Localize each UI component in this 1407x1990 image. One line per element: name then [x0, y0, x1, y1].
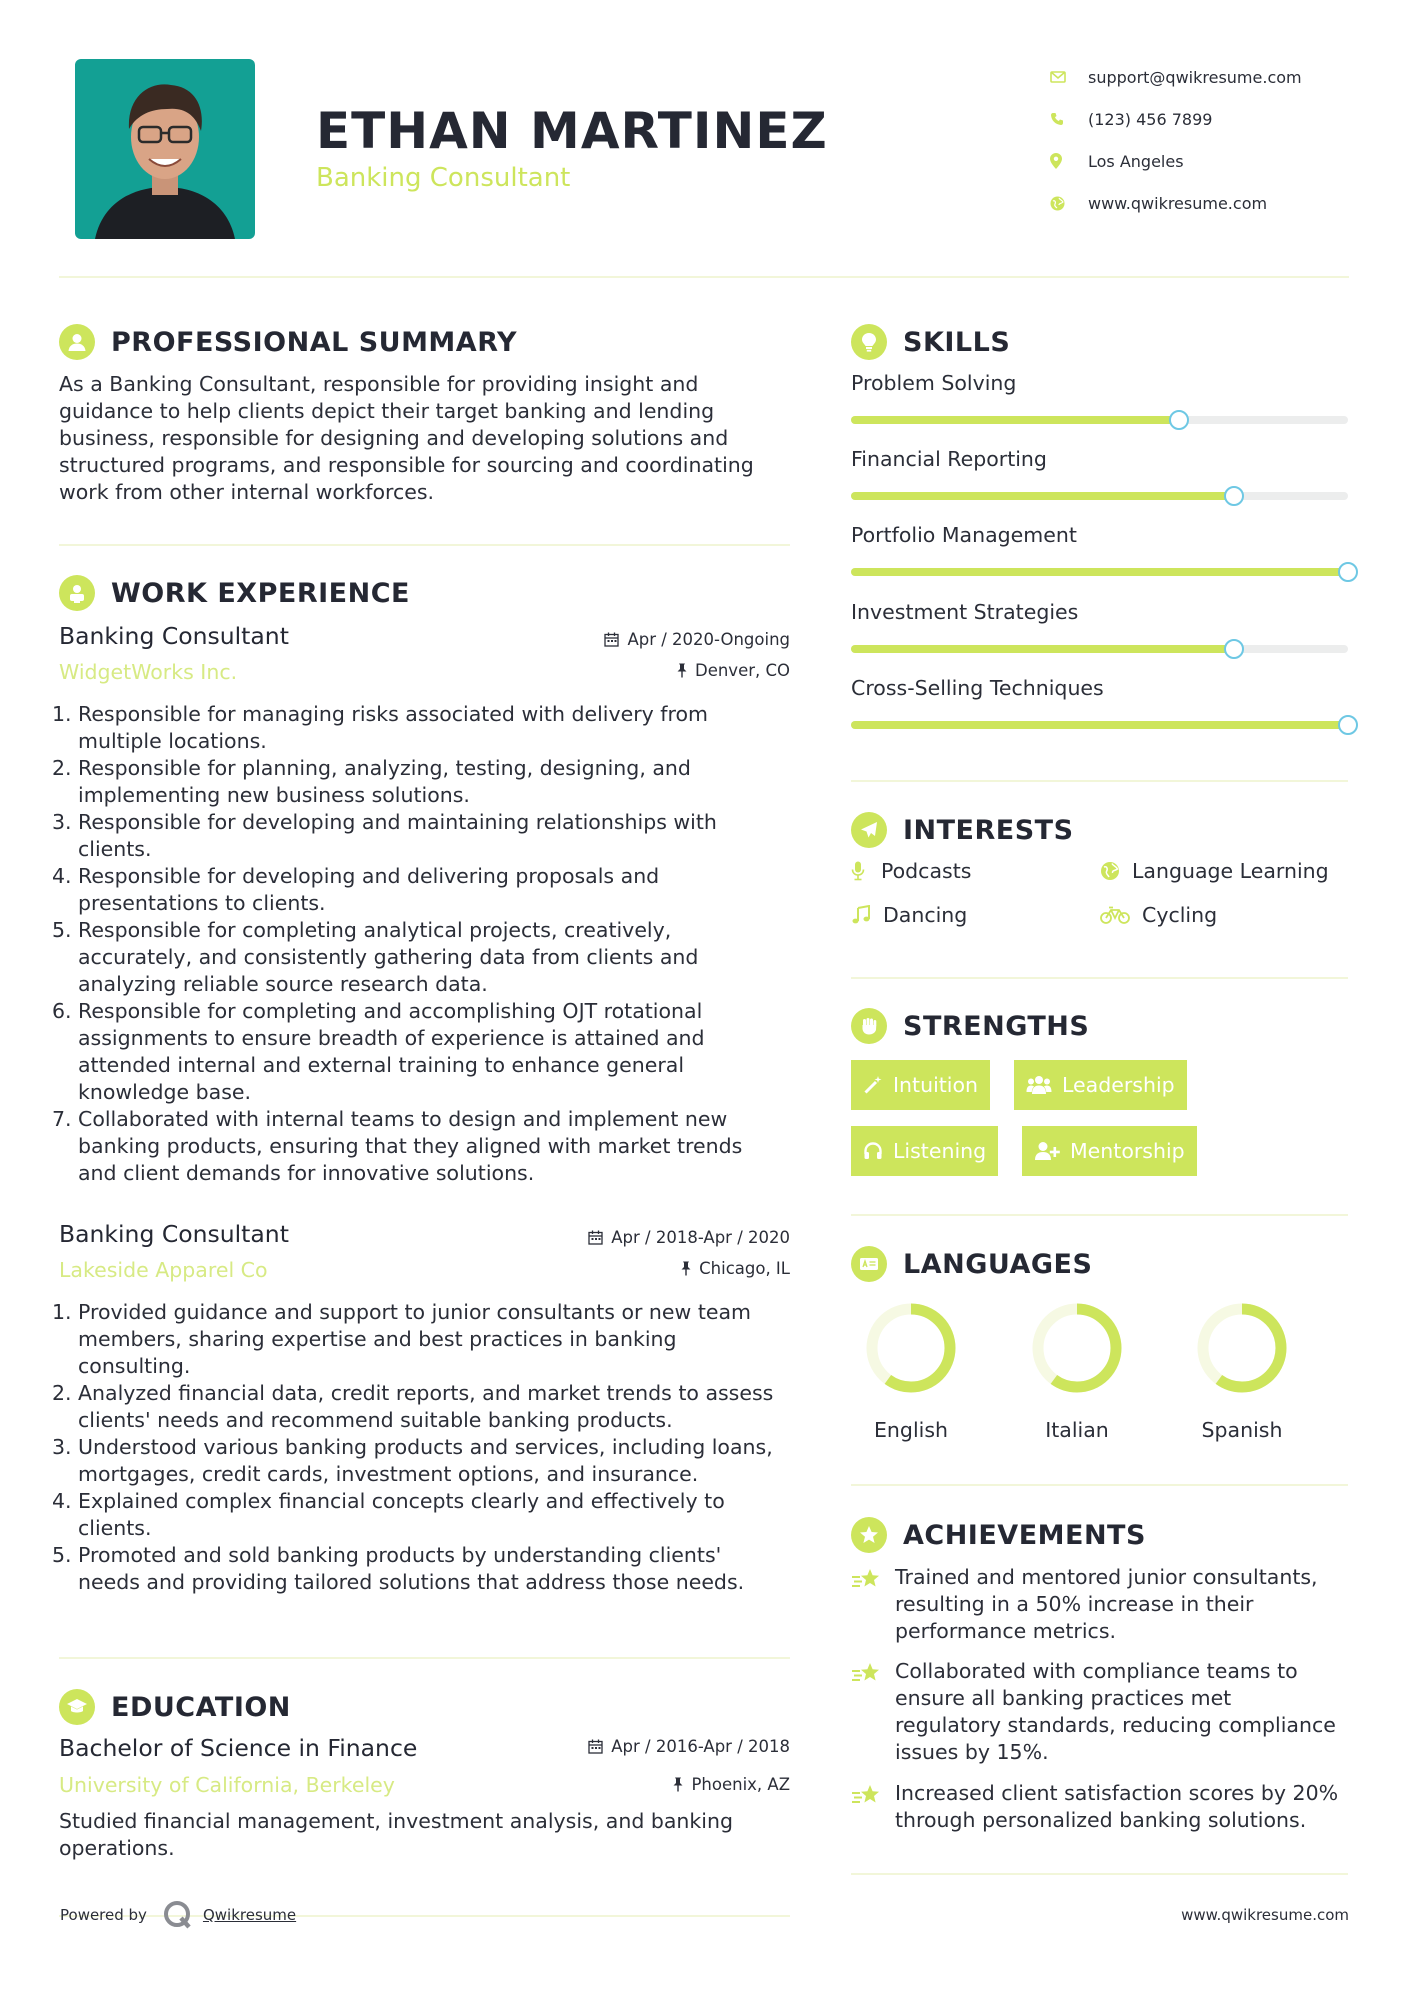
duty-item: 6. Responsible for completing and accomplishing OJT rotational assignments to ensure breadth of experience is attained and attended internal and external training to enhance general knowledge base.	[52, 999, 705, 1104]
achievement-text: Collaborated with compliance teams to ensure all banking practices met regulatory standards, reducing compliance issues by 15%.	[895, 1659, 1336, 1764]
duty-item: 1. Responsible for managing risks associated with delivery from multiple locations.	[52, 702, 708, 753]
duty-item: 5. Responsible for completing analytical projects, creatively, accurately, and consistently gathering data from clients and analyzing reliable source research data.	[52, 918, 699, 996]
education-heading	[59, 1687, 291, 1727]
strength-label: Listening	[893, 1139, 987, 1163]
skill-track	[851, 492, 1348, 500]
interests-title: INTERESTS	[903, 814, 1074, 846]
fist-icon	[851, 1008, 887, 1044]
powered-by	[60, 1898, 296, 1932]
education-title: EDUCATION	[111, 1691, 291, 1723]
skill-name: Cross-Selling Techniques	[851, 676, 1104, 700]
contact-list	[1050, 56, 1370, 224]
language-ring	[1027, 1298, 1127, 1398]
job-duties	[52, 1299, 804, 1596]
education-line: Studied financial management, investment analysis, and banking	[59, 1809, 733, 1833]
experience-title: WORK EXPERIENCE	[111, 577, 410, 609]
shooting-star-icon	[851, 1658, 895, 1766]
phone-icon	[1050, 112, 1088, 126]
skill-fill	[851, 645, 1234, 653]
skill-item	[851, 676, 1348, 729]
degree-title: Bachelor of Science in Finance	[59, 1734, 418, 1762]
education-text	[59, 1808, 799, 1862]
languages-heading	[851, 1244, 1092, 1284]
magic-wand-icon	[863, 1075, 883, 1095]
interest-label: Dancing	[883, 903, 968, 927]
strength-tag	[851, 1126, 998, 1176]
duty-item: 1. Provided guidance and support to junior consultants or new team members, sharing expertise and best practices in banking consulting.	[52, 1300, 751, 1378]
achievement-text: Increased client satisfaction scores by 20% through personalized banking solutions.	[895, 1781, 1339, 1832]
summary-line: guidance to help clients depict their target banking and lending	[59, 399, 715, 423]
job-duties	[52, 701, 799, 1187]
headphones-icon	[863, 1141, 883, 1161]
school-name: University of California, Berkeley	[59, 1773, 395, 1797]
language-item	[1177, 1298, 1307, 1442]
experience-divider	[59, 1657, 790, 1659]
summary-line: structured programs, and responsible for sourcing and coordinating	[59, 453, 754, 477]
interests-divider	[851, 977, 1348, 979]
summary-heading	[59, 322, 517, 362]
job-dates-text: Apr / 2020-Ongoing	[627, 630, 790, 649]
star-badge-icon	[851, 1517, 887, 1553]
paper-plane-icon	[851, 812, 887, 848]
language-ring	[1192, 1298, 1292, 1398]
globe-icon	[1050, 196, 1088, 211]
skills-divider	[851, 780, 1348, 782]
job-dates-text: Apr / 2018-Apr / 2020	[611, 1228, 790, 1247]
achievements-heading	[851, 1515, 1146, 1555]
achievements-divider	[851, 1873, 1348, 1875]
duty-item: 3. Responsible for developing and maintaining relationships with clients.	[52, 810, 717, 861]
bicycle-icon	[1100, 906, 1142, 924]
job-title: Banking Consultant	[59, 1220, 289, 1248]
skill-track	[851, 721, 1348, 729]
skills-title: SKILLS	[903, 326, 1011, 358]
summary-line: work from other internal workforces.	[59, 480, 435, 504]
skill-fill	[851, 568, 1348, 576]
skill-name: Portfolio Management	[851, 523, 1077, 547]
interest-item	[1100, 903, 1217, 927]
summary-divider	[59, 544, 790, 546]
skill-item	[851, 600, 1348, 653]
candidate-name: ETHAN MARTINEZ	[316, 102, 828, 160]
duty-item: 4. Explained complex financial concepts clearly and effectively to clients.	[52, 1489, 725, 1540]
education-dates	[588, 1737, 790, 1756]
duty-item: 2. Analyzed financial data, credit reports, and market trends to assess clients' needs and recommend suitable banking products.	[52, 1381, 774, 1432]
skill-knob[interactable]	[1338, 715, 1358, 735]
strength-tag	[1014, 1060, 1187, 1110]
achievement-item	[851, 1780, 1351, 1834]
summary-line: business, responsible for designing and developing solutions and	[59, 426, 729, 450]
lightbulb-icon	[851, 324, 887, 360]
user-icon	[59, 324, 95, 360]
experience-heading	[59, 573, 410, 613]
education-location	[673, 1775, 790, 1794]
language-ring	[861, 1298, 961, 1398]
contact-phone[interactable]	[1050, 98, 1370, 140]
interests-heading	[851, 810, 1074, 850]
strengths-title: STRENGTHS	[903, 1010, 1090, 1042]
skill-item	[851, 371, 1348, 424]
interest-label: Podcasts	[881, 859, 972, 883]
strength-tag	[1022, 1126, 1197, 1176]
job-location-text: Chicago, IL	[699, 1259, 790, 1278]
job-company: Lakeside Apparel Co	[59, 1258, 268, 1282]
language-card-icon	[851, 1246, 887, 1282]
microphone-icon	[851, 861, 881, 881]
language-name: Spanish	[1201, 1418, 1283, 1442]
skill-knob[interactable]	[1224, 639, 1244, 659]
users-icon	[1026, 1075, 1052, 1095]
skills-heading	[851, 322, 1010, 362]
job-location	[677, 661, 790, 680]
strength-label: Intuition	[893, 1073, 979, 1097]
candidate-role: Banking Consultant	[316, 163, 571, 193]
skill-knob[interactable]	[1224, 486, 1244, 506]
globe-icon	[1100, 861, 1132, 881]
contact-website-text: www.qwikresume.com	[1088, 193, 1268, 213]
skill-name: Investment Strategies	[851, 600, 1079, 624]
user-plus-icon	[1034, 1141, 1060, 1161]
duty-item: 7. Collaborated with internal teams to design and implement new banking products, ensuring that they aligned with market trends and client demands for innovative solutions.	[52, 1107, 743, 1185]
languages-divider	[851, 1484, 1348, 1486]
pushpin-icon	[681, 1261, 691, 1276]
achievements-title: ACHIEVEMENTS	[903, 1519, 1146, 1551]
shooting-star-icon	[851, 1564, 895, 1645]
skill-fill	[851, 416, 1179, 424]
skill-knob[interactable]	[1338, 562, 1358, 582]
skill-track	[851, 568, 1348, 576]
strength-label: Leadership	[1062, 1073, 1175, 1097]
job-dates	[604, 630, 790, 649]
skill-name: Problem Solving	[851, 371, 1017, 395]
job-title: Banking Consultant	[59, 622, 289, 650]
qwikresume-link[interactable]: Qwikresume	[202, 1906, 297, 1924]
language-item	[846, 1298, 976, 1442]
job-location-text: Denver, CO	[694, 661, 790, 680]
footer-website[interactable]: www.qwikresume.com	[1181, 1906, 1349, 1924]
skill-knob[interactable]	[1169, 410, 1189, 430]
briefcase-icon	[59, 575, 95, 611]
strength-tag	[851, 1060, 990, 1110]
education-location-text: Phoenix, AZ	[691, 1775, 790, 1794]
language-name: Italian	[1045, 1418, 1109, 1442]
contact-website[interactable]	[1050, 182, 1370, 224]
education-line: operations.	[59, 1836, 175, 1860]
profile-photo	[75, 59, 255, 239]
envelope-icon	[1050, 71, 1088, 83]
strength-label: Mentorship	[1070, 1139, 1185, 1163]
skill-item	[851, 523, 1348, 576]
contact-location-text: Los Angeles	[1088, 151, 1184, 171]
strengths-divider	[851, 1214, 1348, 1216]
skill-track	[851, 645, 1348, 653]
education-dates-text: Apr / 2016-Apr / 2018	[611, 1737, 790, 1756]
duty-item: 5. Promoted and sold banking products by understanding clients' needs and providing tailored solutions that address those needs.	[52, 1543, 745, 1594]
job-company: WidgetWorks Inc.	[59, 660, 238, 684]
skill-fill	[851, 492, 1234, 500]
language-item	[1012, 1298, 1142, 1442]
interest-label: Language Learning	[1132, 859, 1329, 883]
powered-by-text: Powered by	[60, 1906, 147, 1924]
language-name: English	[873, 1418, 949, 1442]
skill-item	[851, 447, 1348, 500]
achievement-item	[851, 1658, 1351, 1766]
skill-name: Financial Reporting	[851, 447, 1047, 471]
job-dates	[588, 1228, 790, 1247]
music-note-icon	[851, 905, 883, 925]
languages-title: LANGUAGES	[903, 1248, 1093, 1280]
pushpin-icon	[677, 663, 687, 678]
header-divider	[59, 276, 1349, 278]
calendar-icon	[604, 632, 619, 647]
duty-item: 3. Understood various banking products and services, including loans, mortgages, credit cards, investment options, and insurance.	[52, 1435, 773, 1486]
contact-email[interactable]	[1050, 56, 1370, 98]
shooting-star-icon	[851, 1780, 895, 1834]
contact-email-text: support@qwikresume.com	[1088, 67, 1302, 87]
achievement-item	[851, 1564, 1351, 1645]
calendar-icon	[588, 1230, 603, 1245]
job-location	[681, 1259, 790, 1278]
graduation-cap-icon	[59, 1689, 95, 1725]
duty-item: 4. Responsible for developing and delivering proposals and presentations to clients.	[52, 864, 660, 915]
summary-title: PROFESSIONAL SUMMARY	[111, 326, 518, 358]
interest-item	[851, 859, 971, 883]
skill-track	[851, 416, 1348, 424]
contact-phone-text: (123) 456 7899	[1088, 109, 1213, 129]
interest-item	[851, 903, 967, 927]
calendar-icon	[588, 1739, 603, 1754]
pushpin-icon	[673, 1777, 683, 1792]
qwikresume-logo-icon	[161, 1898, 195, 1932]
contact-location	[1050, 140, 1370, 182]
map-pin-icon	[1050, 153, 1088, 169]
achievement-text: Trained and mentored junior consultants, resulting in a 50% increase in their performance metrics.	[895, 1565, 1318, 1643]
duty-item: 2. Responsible for planning, analyzing, testing, designing, and implementing new business solutions.	[52, 756, 691, 807]
skill-fill	[851, 721, 1348, 729]
summary-text	[59, 371, 799, 506]
interest-item	[1100, 859, 1329, 883]
strengths-heading	[851, 1006, 1089, 1046]
summary-line: As a Banking Consultant, responsible for providing insight and	[59, 372, 699, 396]
interest-label: Cycling	[1142, 903, 1218, 927]
